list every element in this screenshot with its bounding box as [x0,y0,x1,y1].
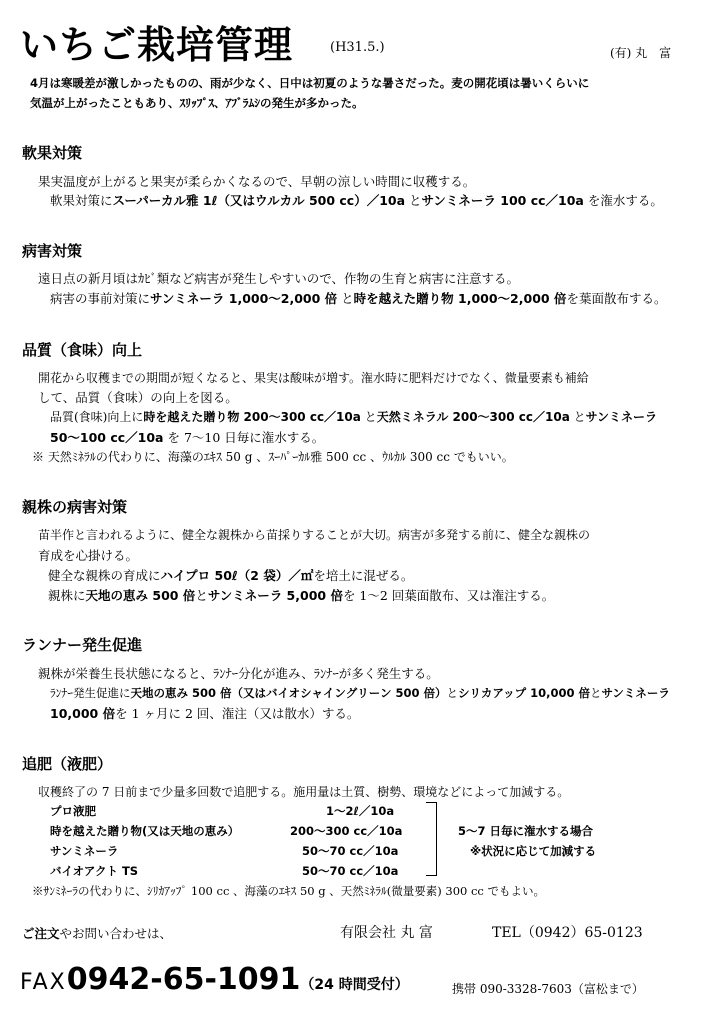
sec2-line-2-post: を葉面散布する。 [566,291,667,306]
sec2-line-2-pre: 病害の事前対策に [50,291,151,306]
fertilizer-item-amount: 50～70 cc／10a [302,864,399,878]
intro-line-2: 気温が上がったこともあり、ｽﾘｯﾌﾟｽ、ｱﾌﾞﾗﾑｼの発生が多かった。 [30,96,364,110]
sec3-line-4-post: を 7～10 日毎に潅水する。 [163,430,325,445]
mobile-number: 携帯 090-3328-7603（富松まで） [452,982,644,996]
grouping-brace [426,802,437,876]
sec5-product-1: 天地の恵み 500 倍（又はバイオシャイングリーン 500 倍） [130,686,447,700]
sec1-product-2: サンミネーラ 100 cc／10a [421,193,584,208]
fertilizer-item-amount: 1～2ℓ／10a [326,804,395,818]
sec3-line-1: 開花から収穫までの期間が短くなると、果実は酸味が増す。潅水時に肥料だけでなく、微量要素も補給 [38,371,589,385]
sec3-line-3-mid1: と [360,410,377,424]
sec4-line-3-post: を培土に混ぜる。 [313,568,414,583]
sec5-line-2-mid1: と [446,686,458,700]
brace-note-2: ※状況に応じて加減する [470,844,597,858]
company-header: (有) 丸 富 [610,46,672,60]
sec5-line-3-post: を 1 ヶ月に 2 回、潅注（又は散水）する。 [115,706,360,721]
section-heading-disease: 病害対策 [22,242,83,260]
section-heading-quality: 品質（食味）向上 [22,341,143,359]
section-heading-soft-fruit: 軟果対策 [22,144,83,162]
sec5-line-2-pre: ﾗﾝﾅｰ発生促進に [50,686,131,700]
sec4-line-4 [48,586,554,605]
tel-number: TEL（0942）65-0123 [492,925,643,941]
sec4-product-2: 天地の恵み 500 倍 [85,588,196,603]
sec4-line-1: 苗半作と言われるように、健全な親株から苗採りすることが大切。病害が多発する前に、健全な親株の [38,528,591,542]
sec5-rate: 10,000 倍 [50,706,116,721]
fertilizer-item-name: プロ液肥 [50,804,96,818]
sec4-product-3: サンミネーラ 5,000 倍 [207,588,343,603]
sec2-line-1: 遠日点の新月頃はｶﾋﾞ類など病害が発生しやすいので、作物の生育と病害に注意する。 [38,271,520,286]
sec5-line-3 [50,704,359,723]
section-heading-runner: ランナー発生促進 [22,636,143,654]
sec2-product-1: サンミネーラ 1,000～2,000 倍 [150,291,338,306]
order-label: ご注文 [22,926,60,941]
order-text [22,924,172,943]
sec1-line-2-mid: と [405,193,422,208]
sec4-product-1: ハイプロ 50ℓ（2 袋）／㎡ [160,568,314,583]
sec3-line-2: して、品質（食味）の向上を図る。 [38,390,238,405]
sec1-line-2-post: を潅水する。 [583,193,663,208]
fertilizer-item-name: サンミネーラ [50,844,119,858]
sec5-product-2: シリカアップ 10,000 倍 [458,686,590,700]
sec6-line-1: 収穫終了の 7 日前まで少量多回数で追肥する。施用量は土質、樹勢、環境などによって加減する。 [38,785,570,799]
date: (H31.5.) [330,40,385,55]
sec5-line-2-mid2: と [589,686,602,700]
sec2-product-2: 時を越えた贈り物 1,000～2,000 倍 [353,291,567,306]
sec4-line-2: 育成を心掛ける。 [38,548,139,563]
sec1-product-1: スーパーカル雅 1ℓ（又はウルカル 500 cc）／10a [112,193,406,208]
sec3-note: ※ 天然ﾐﾈﾗﾙの代わりに、海藻のｴｷｽ 50 g 、ｽｰﾊﾟｰｶﾙ雅 500 cc 、ｳﾙｶﾙ 300 cc でもいい。 [32,450,514,464]
section-heading-mother-plant: 親株の病害対策 [22,498,128,516]
sec3-line-3-mid2: と [569,410,586,424]
fertilizer-item-amount: 50～70 cc／10a [302,844,399,858]
sec3-line-3-pre: 品質(食味)向上に [50,410,144,424]
fertilizer-item-name: バイオアクト TS [50,864,139,878]
order-rest: やお問い合わせは、 [59,926,173,941]
sec4-line-4-post: を 1～2 回葉面散布、又は潅注する。 [342,588,555,603]
sec1-line-2 [50,191,663,210]
sec2-line-2-mid: と [337,291,354,306]
section-heading-fertilizer: 追肥（液肥） [22,755,113,773]
sec3-product-3: サンミネーラ [585,410,658,424]
fax-note: （24 時間受付） [300,977,409,993]
sec5-line-2 [50,684,670,703]
sec1-line-1: 果実温度が上がると果実が柔らかくなるので、早朝の涼しい時間に収穫する。 [38,174,476,189]
fertilizer-item-name: 時を越えた贈り物(又は天地の恵み） [50,824,240,838]
sec1-line-2-pre: 軟果対策に [50,193,113,208]
sec3-product-1: 時を越えた贈り物 200～300 cc／10a [143,410,361,424]
sec5-line-1: 親株が栄養生長状態になると、ﾗﾝﾅｰ分化が進み、ﾗﾝﾅｰが多く発生する。 [38,666,439,681]
sec2-line-2 [50,289,666,308]
sec3-product-2: 天然ミネラル 200～300 cc／10a [376,410,570,424]
sec3-line-3 [50,408,657,427]
sec3-line-4 [50,428,324,447]
sec4-line-4-mid: と [195,588,208,603]
sec4-line-4-pre: 親株に [48,588,86,603]
sec5-product-3: サンミネーラ [601,686,670,700]
fax-label: FAX [20,970,67,995]
fax-line [20,962,409,997]
sec3-rate: 50～100 cc／10a [50,430,164,445]
fertilizer-item-amount: 200～300 cc／10a [290,824,403,838]
intro-line-1: 4月は寒暖差が激しかったものの、雨が少なく、日中は初夏のような暑さだった。麦の開花頃は暑いくらいに [30,76,590,90]
sec6-note: ※ｻﾝﾐﾈｰﾗの代わりに、ｼﾘｶｱｯﾌﾟ 100 cc 、海藻のｴｷｽ 50 g 、天然ﾐﾈﾗﾙ(微量要素) 300 cc でもよい。 [32,884,546,898]
footer-company: 有限会社 丸 富 [340,925,433,941]
sec4-line-3 [48,566,413,585]
fax-number: 0942-65-1091 [66,962,301,997]
brace-note-1: 5～7 日毎に潅水する場合 [458,824,594,838]
sec4-line-3-pre: 健全な親株の育成に [48,568,161,583]
page-title: いちご栽培管理 [20,23,294,67]
